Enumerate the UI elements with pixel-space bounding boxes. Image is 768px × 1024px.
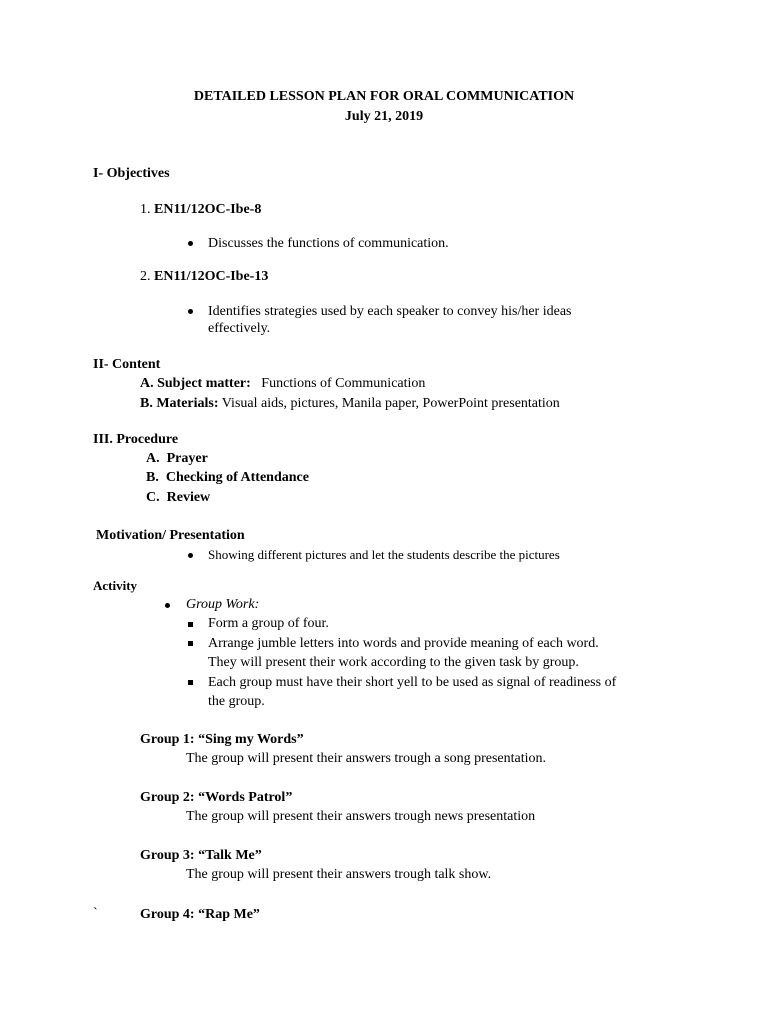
procedure-text: Checking of Attendance: [165, 470, 309, 485]
objective-item-1: [140, 201, 261, 219]
objectives-heading: I- Objectives: [93, 166, 170, 181]
subject-label: A. Subject matter:: [140, 376, 251, 391]
group-2-label: Group 2: “Words Patrol”: [140, 790, 293, 805]
group-1-description: The group will present their answers trough a song presentation.: [186, 751, 547, 766]
objective-bullet-text: Discusses the functions of communication.: [208, 236, 449, 251]
objective-bullet-text-cont: effectively.: [208, 321, 271, 336]
group-4-label: Group 4: “Rap Me”: [140, 907, 260, 922]
materials: [140, 395, 560, 413]
materials-value: Visual aids, pictures, Manila paper, PowerPoint presentation: [221, 396, 560, 411]
procedure-item-prayer: [146, 450, 208, 468]
objective-number: 1.: [140, 202, 151, 217]
square-bullet-icon: [188, 641, 193, 646]
content-heading: II- Content: [93, 357, 161, 372]
procedure-heading: III. Procedure: [93, 432, 179, 447]
square-bullet-icon: [188, 680, 193, 685]
objective-code: EN11/12OC-Ibe-13: [154, 269, 269, 284]
activity-step: Arrange jumble letters into words and provide meaning of each word.: [208, 636, 599, 651]
procedure-text: Review: [166, 490, 211, 505]
group-1-label: Group 1: “Sing my Words”: [140, 732, 304, 747]
square-bullet-icon: [188, 622, 193, 627]
stray-backtick: `: [93, 906, 98, 921]
subject-value: Functions of Communication: [261, 376, 426, 391]
activity-step: Each group must have their short yell to be used as signal of readiness of: [208, 675, 617, 690]
subject-matter: [140, 375, 425, 393]
procedure-item-attendance: [146, 469, 309, 487]
motivation-heading: Motivation/ Presentation: [96, 528, 245, 543]
procedure-item-review: [146, 489, 210, 507]
objective-number: 2.: [140, 269, 151, 284]
procedure-letter: A.: [146, 451, 160, 466]
bullet-icon: [188, 553, 193, 558]
activity-heading: Activity: [93, 578, 138, 593]
group-3-description: The group will present their answers trough talk show.: [186, 867, 492, 882]
materials-label: B. Materials:: [140, 396, 219, 411]
procedure-letter: C.: [146, 490, 160, 505]
document-date: July 21, 2019: [344, 109, 424, 124]
objective-code: EN11/12OC-Ibe-8: [154, 202, 262, 217]
group-work-label: Group Work:: [186, 597, 260, 612]
document-title: DETAILED LESSON PLAN FOR ORAL COMMUNICATION: [193, 89, 575, 104]
objective-bullet-text: Identifies strategies used by each speaker to convey his/her ideas: [208, 304, 572, 319]
bullet-icon: [188, 241, 193, 246]
bullet-icon: [188, 309, 193, 314]
activity-step-cont: They will present their work according to the given task by group.: [208, 655, 579, 670]
procedure-text: Prayer: [166, 451, 208, 466]
group-2-description: The group will present their answers trough news presentation: [186, 809, 536, 824]
motivation-bullet-text: Showing different pictures and let the students describe the pictures: [208, 547, 560, 562]
procedure-letter: B.: [146, 470, 159, 485]
activity-step-cont: the group.: [208, 694, 265, 709]
activity-step: Form a group of four.: [208, 616, 329, 631]
group-3-label: Group 3: “Talk Me”: [140, 848, 262, 863]
objective-item-2: [140, 268, 268, 286]
bullet-icon: [165, 603, 170, 608]
